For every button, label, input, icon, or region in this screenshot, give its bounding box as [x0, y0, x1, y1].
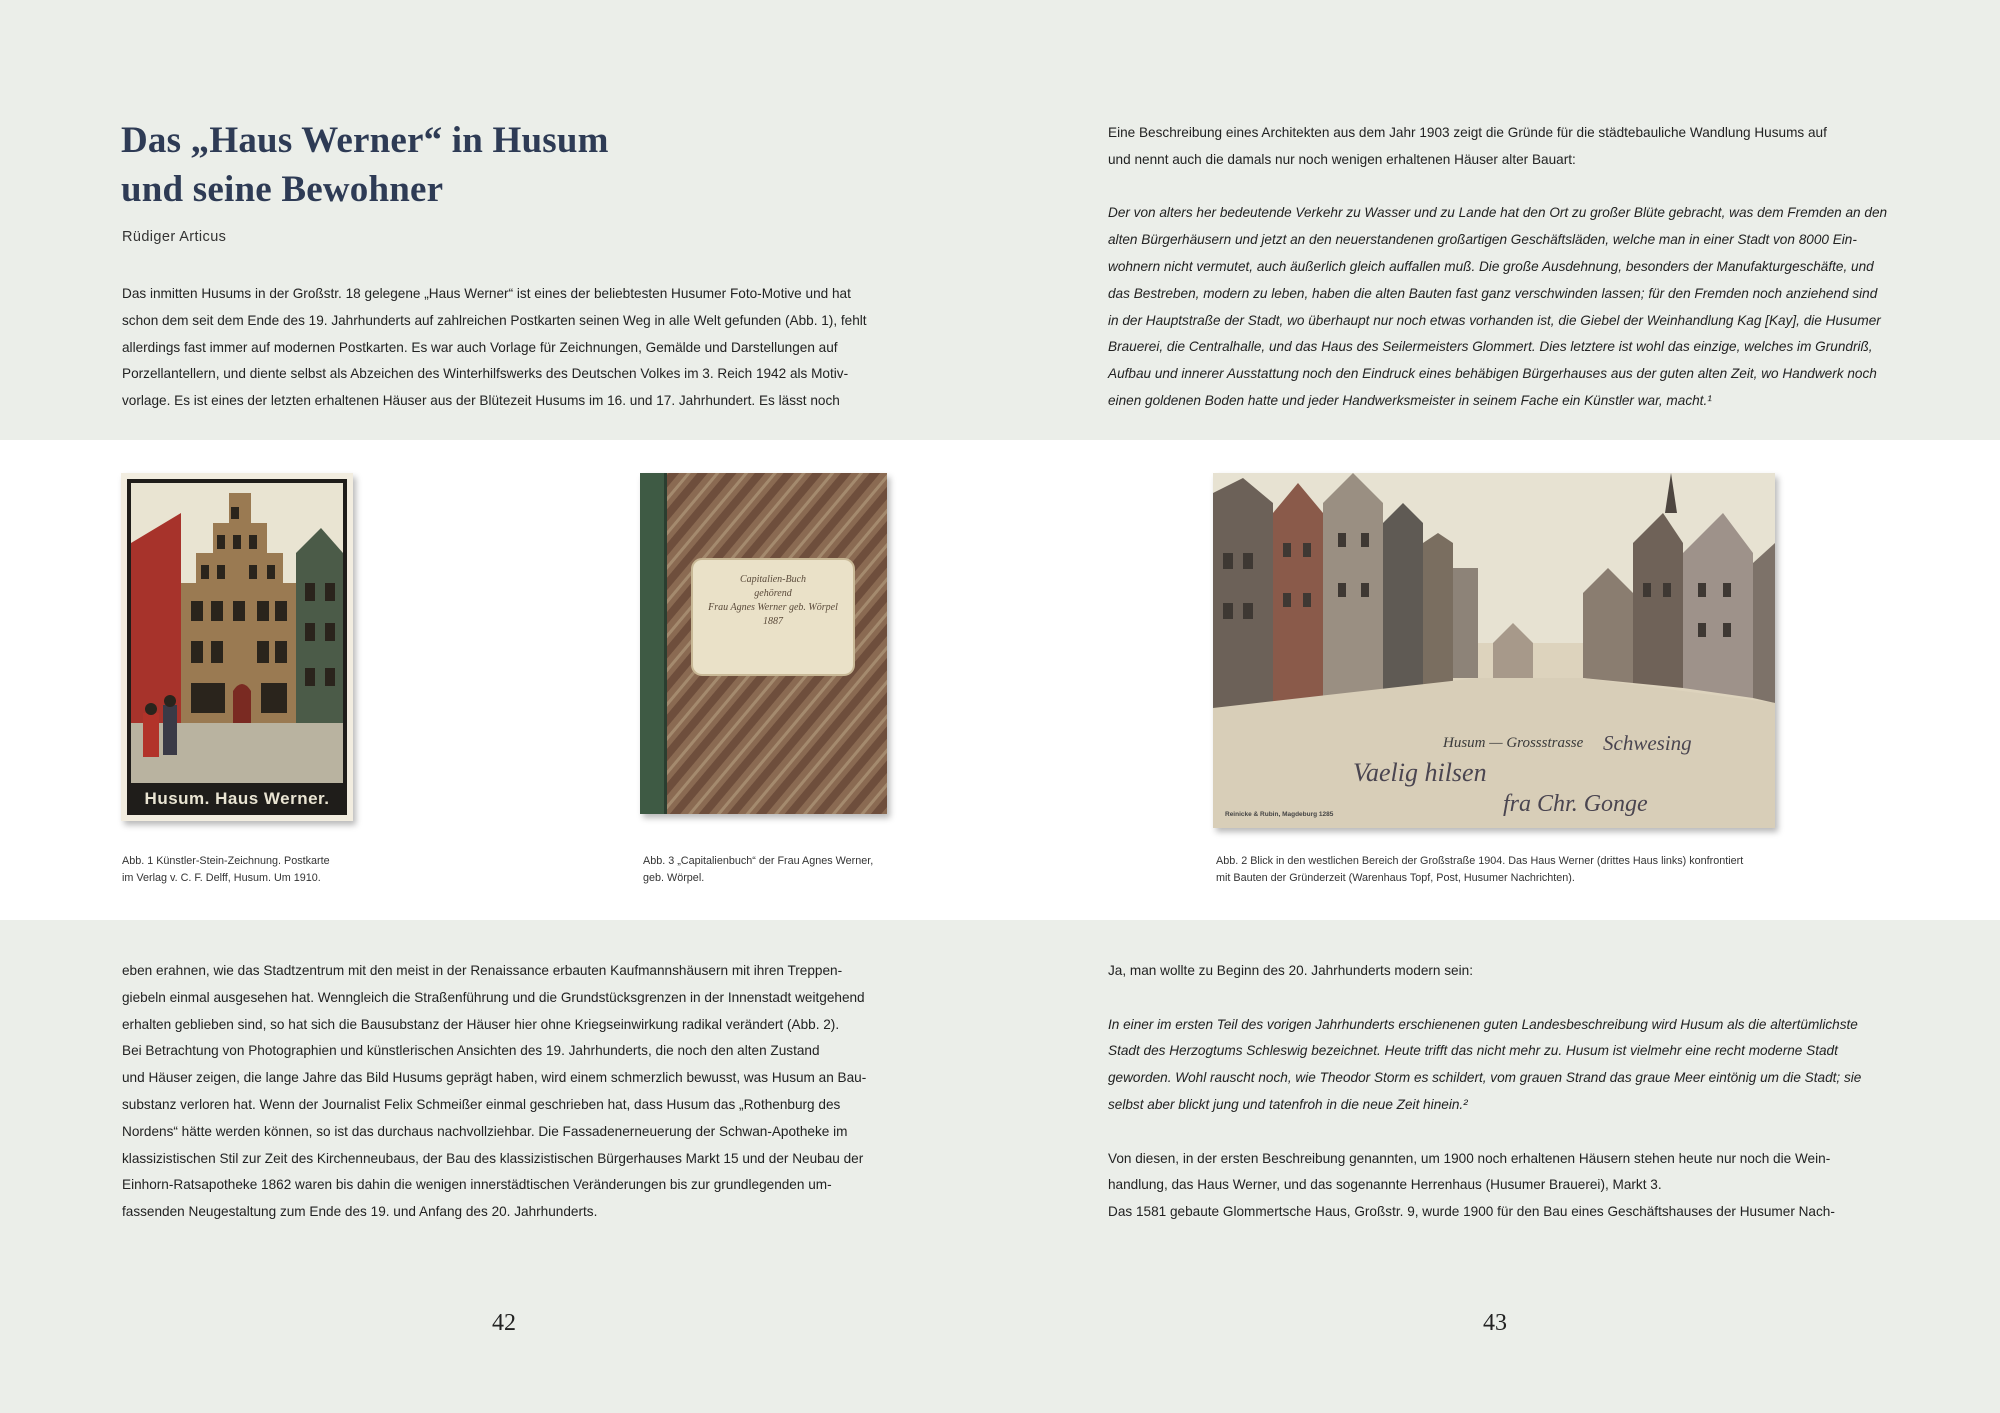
intro-paragraph: [122, 281, 897, 415]
text-line: Das 1581 gebaute Glommertsche Haus, Großstr. 9, wurde 1900 für den Bau eines Geschäftshauses der Husumer Nach-: [1108, 1204, 1835, 1220]
text-line: Nordens“ hätte werden können, so ist das durchaus nachvollziehbar. Die Fassadenerneuerung der Schwan-Apotheke im: [122, 1123, 848, 1139]
text-line: vorlage. Es ist eines der letzten erhaltenen Häuser aus der Blütezeit Husums im 16. und 17. Jahrhundert. Es lässt noch: [122, 393, 840, 409]
quote-line: in der Hauptstraße der Stadt, wo überhaupt nur noch etwas vorhanden ist, die Giebel der Weinhandlung Kag [Kay], die Husumer: [1108, 312, 1881, 328]
text-line: Einhorn-Ratsapotheke 1862 waren bis dahin die wenigen innerstädtischen Veränderungen bis zur grundlegenden um-: [122, 1177, 832, 1193]
caption-line: im Verlag v. C. F. Delff, Husum. Um 1910.: [122, 872, 321, 884]
book-label-line: 1887: [763, 616, 783, 627]
title-line-2: und seine Bewohner: [121, 169, 444, 210]
caption-line: mit Bauten der Gründerzeit (Warenhaus Topf, Post, Husumer Nachrichten).: [1216, 872, 1575, 884]
page-number-left: 42: [492, 1310, 516, 1336]
page-number-right: 43: [1483, 1310, 1507, 1336]
text-line: handlung, das Haus Werner, und das sogenannte Herrenhaus (Husumer Brauerei), Markt 3.: [1108, 1177, 1662, 1193]
right-intro-paragraph: [1108, 120, 1888, 415]
text-line: eben erahnen, wie das Stadtzentrum mit den meist in der Renaissance erbauten Kaufmannshäusern mit ihren Treppen-: [122, 963, 843, 978]
right-lower-paragraph: [1108, 958, 1883, 1226]
continued-paragraph: [122, 958, 897, 1226]
text-line: erhalten geblieben sind, so hat sich die Bausubstanz der Häuser hier ohne Kriegseinwirkung radikal verändert (Abb. 2).: [122, 1016, 840, 1032]
figure-1-caption: [122, 853, 330, 887]
quote-line: das Bestreben, modern zu leben, haben die alten Bauten fast ganz verschwinden lassen; für den Fremden noch anziehend sind: [1108, 285, 1878, 301]
text-line: schon dem seit dem Ende des 19. Jahrhunderts auf zahlreichen Postkarten seinen Weg in alle Welt gefunden (Abb. 1), fehlt: [122, 312, 867, 328]
quote-line: einen goldenen Boden hatte und jeder Handwerksmeister in seinem Fache ein Künstler war, macht.¹: [1108, 392, 1712, 408]
figure-1-postcard: [121, 473, 353, 821]
text-line: allerdings fast immer auf modernen Postkarten. Es war auch Vorlage für Zeichnungen, Gemälde und Darstellungen auf: [122, 339, 838, 355]
quote-line: Aufbau und innerer Ausstattung noch den Eindruck eines behäbigen Bürgerhauses aus der guten alten Zeit, wo Handwerk noch: [1108, 366, 1877, 382]
figure-3-caption: [643, 853, 873, 887]
postcard-inscription: Husum. Haus Werner.: [144, 789, 330, 808]
figure-2-street-postcard: [1213, 473, 1775, 828]
text-line: Porzellantellern, und diente selbst als Abzeichen des Winterhilfswerks des Deutschen Volkes im 3. Reich 1942 als Motiv-: [122, 366, 849, 382]
figure-3-book: [640, 473, 887, 814]
handwriting-line: Schwesing: [1603, 731, 1692, 755]
caption-line: geb. Wörpel.: [643, 872, 705, 884]
book-label: [692, 573, 854, 629]
figure-2-caption: [1216, 853, 1743, 887]
postcard-title: Husum — Grossstrasse: [1443, 735, 1584, 751]
caption-line: Abb. 3 „Capitalienbuch“ der Frau Agnes Werner,: [643, 855, 874, 867]
title-line-1: Das „Haus Werner“ in Husum: [121, 120, 609, 161]
author-name: Rüdiger Articus: [122, 229, 227, 245]
quote-line: Der von alters her bedeutende Verkehr zu Wasser und zu Lande hat den Ort zu großer Blüte gebracht, was dem Fremden an den: [1108, 205, 1888, 221]
handwriting-line: fra Chr. Gonge: [1503, 791, 1648, 817]
haus-werner-drawing-image: [121, 473, 353, 821]
text-line: Von diesen, in der ersten Beschreibung genannten, um 1900 noch erhaltenen Häusern stehen heute nur noch die Wein-: [1108, 1150, 1831, 1166]
text-line: Eine Beschreibung eines Architekten aus dem Jahr 1903 zeigt die Gründe für die städtebauliche Wandlung Husums auf: [1108, 125, 1827, 140]
caption-line: Abb. 1 Künstler-Stein-Zeichnung. Postkarte: [122, 855, 330, 867]
handwriting-line: Vaelig hilsen: [1353, 758, 1487, 787]
capitalienbuch-image: [640, 473, 887, 814]
text-line: substanz verloren hat. Wenn der Journalist Felix Schmeißer einmal geschrieben hat, dass Husum das „Rothenburg des: [122, 1096, 841, 1112]
text-line: fassenden Neugestaltung zum Ende des 19. und Anfang des 20. Jahrhunderts.: [122, 1204, 598, 1220]
article-title: [121, 116, 881, 214]
text-line: und Häuser zeigen, die lange Jahre das Bild Husums geprägt haben, wird einem schmerzlich bewusst, was Husum an Bau-: [122, 1070, 867, 1086]
text-line: und nennt auch die damals nur noch wenigen erhaltenen Häuser alter Bauart:: [1108, 151, 1576, 167]
quote-line: wohnern nicht vermutet, auch äußerlich gleich auffallen muß. Die große Ausdehnung, besonders der Manufakturgeschäfte, und: [1108, 258, 1874, 274]
text-line: giebeln einmal ausgesehen hat. Wenngleich die Straßenführung und die Grundstücksgrenzen in der Innenstadt weitgehend: [122, 989, 865, 1005]
quote-line: selbst aber blickt jung und tatenfroh in die neue Zeit hinein.²: [1108, 1096, 1468, 1112]
book-label-line: Frau Agnes Werner geb. Wörpel: [708, 602, 838, 613]
text-line: Ja, man wollte zu Beginn des 20. Jahrhunderts modern sein:: [1108, 963, 1473, 978]
book-label-line: Capitalien-Buch: [739, 574, 807, 585]
text-line: Das inmitten Husums in der Großstr. 18 gelegene „Haus Werner“ ist eines der beliebtesten Husumer Foto-Motive und hat: [122, 286, 851, 301]
postcard-publisher: Reinicke & Rubin, Magdeburg 1285: [1225, 811, 1334, 818]
text-line: Bei Betrachtung von Photographien und künstlerischen Ansichten des 19. Jahrhunderts, die noch den alten Zustand: [122, 1043, 820, 1059]
quote-line: alten Bürgerhäusern und jetzt an den neuerstandenen großartigen Geschäftsläden, welche man in einer Stadt von 8000 Ein-: [1108, 232, 1857, 248]
text-line: klassizistischen Stil zur Zeit des Kirchenneubaus, der Bau des klassizistischen Bürgerhauses Markt 15 und der Neubau der: [122, 1150, 864, 1166]
quote-line: geworden. Wohl rauscht noch, wie Theodor Storm es schildert, vom grauen Strand das graue Meer eintönig um die Stadt; sie: [1108, 1070, 1862, 1086]
caption-line: Abb. 2 Blick in den westlichen Bereich der Großstraße 1904. Das Haus Werner (drittes Haus links) konfrontiert: [1216, 855, 1744, 867]
quote-line: Brauerei, die Centralhalle, und das Haus des Seilermeisters Glommert. Dies letztere ist wohl das einzige, welches im Grundriß,: [1108, 339, 1873, 355]
grossstrasse-photo-image: [1213, 473, 1775, 828]
figure-band: [0, 440, 2000, 920]
quote-line: Stadt des Herzogtums Schleswig bezeichnet. Heute trifft das nicht mehr zu. Husum ist vielmehr eine recht moderne Stadt: [1108, 1043, 1838, 1059]
book-label-line: gehörend: [754, 588, 792, 599]
quote-line: In einer im ersten Teil des vorigen Jahrhunderts erschienenen guten Landesbeschreibung wird Husum als die altertümlichste: [1108, 1016, 1858, 1032]
